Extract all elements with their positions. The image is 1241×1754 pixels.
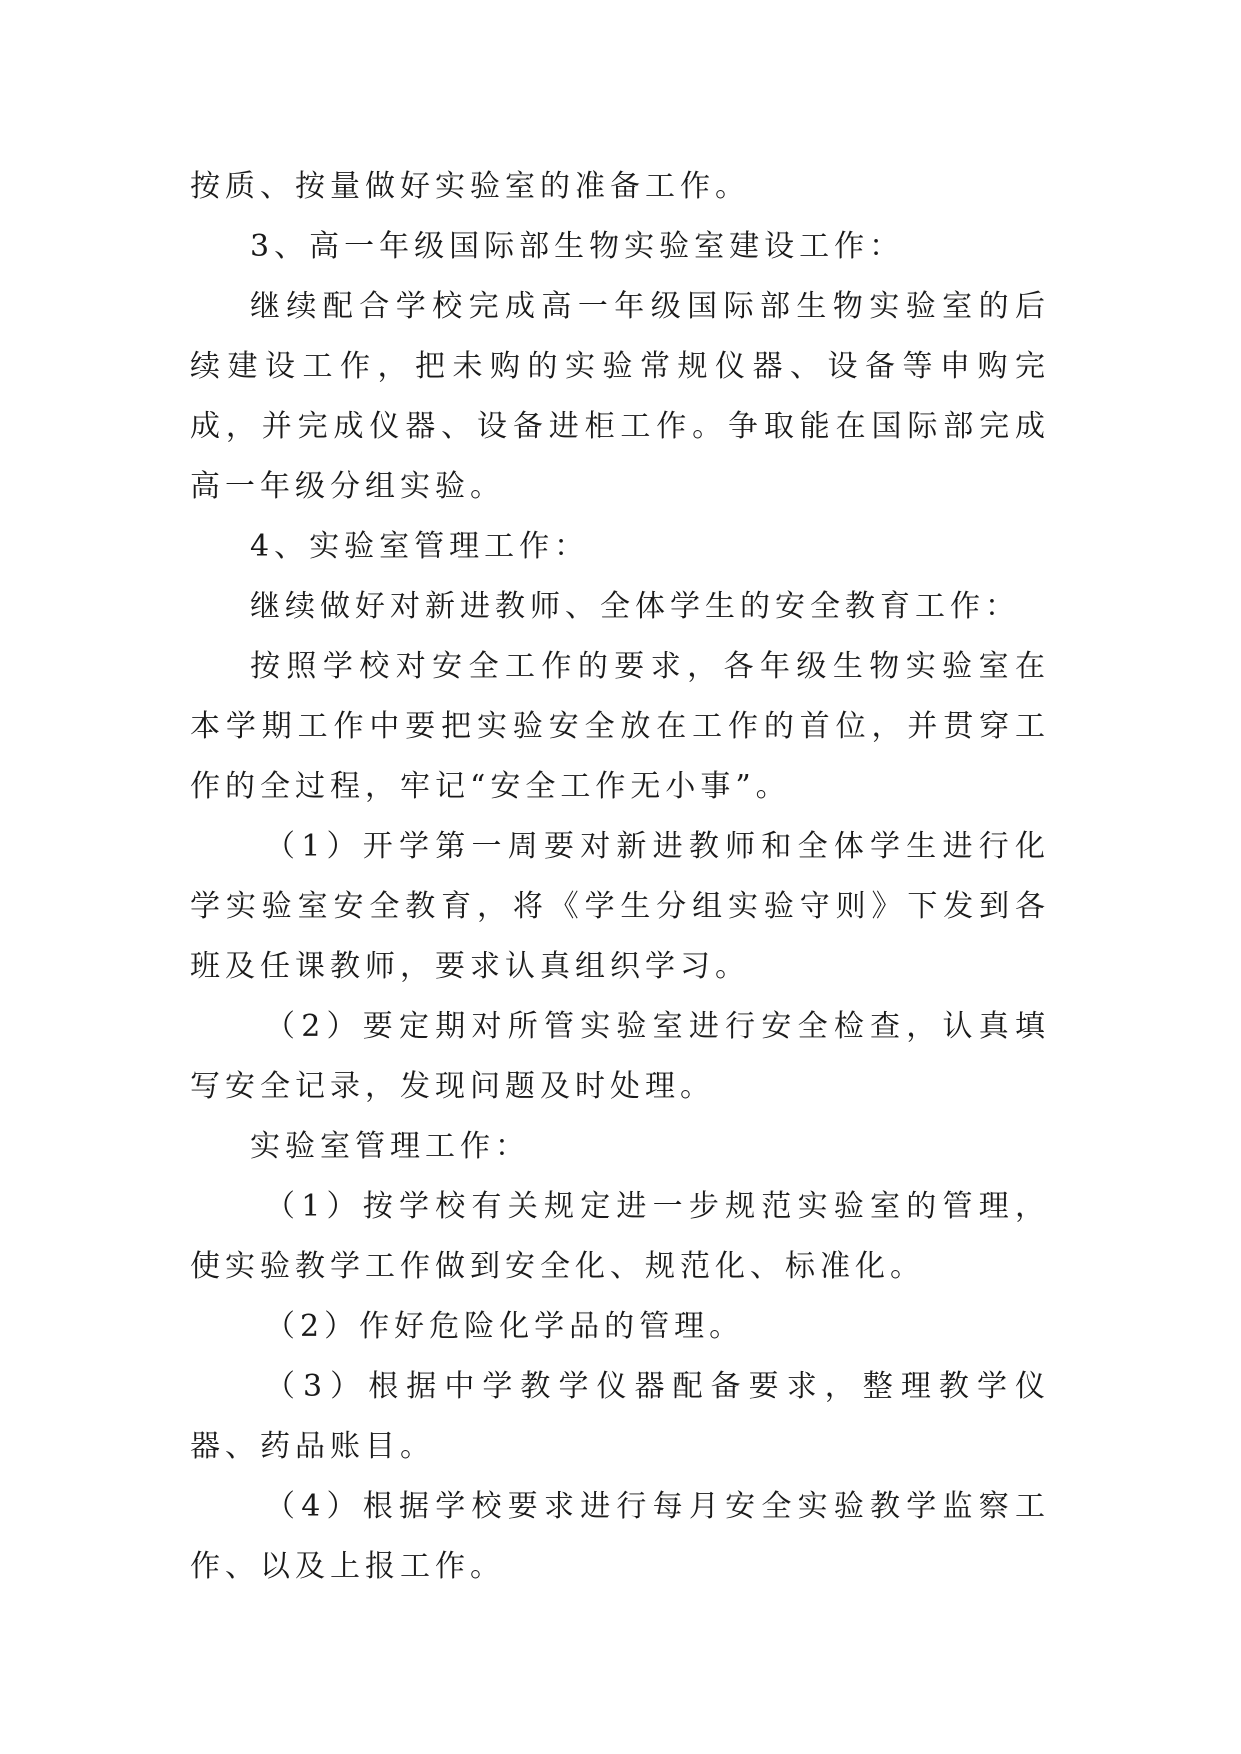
management-item-4: （4）根据学校要求进行每月安全实验教学监察工作、以及上报工作。 [190, 1489, 1050, 1584]
document-body [190, 157, 1050, 1597]
list-item-2: （2）要定期对所管实验室进行安全检查，认真填写安全记录，发现问题及时处理。 [190, 1009, 1050, 1104]
management-item-1: （1）按学校有关规定进一步规范实验室的管理，使实验教学工作做到安全化、规范化、标准化。 [190, 1189, 1050, 1284]
heading-lab-management: 4、实验室管理工作： [250, 529, 590, 564]
paragraph-lab-construction: 继续配合学校完成高一年级国际部生物实验室的后续建设工作，把未购的实验常规仪器、设备等申购完成，并完成仪器、设备进柜工作。争取能在国际部完成高一年级分组实验。 [190, 289, 1050, 504]
paragraph-safety-education: 继续做好对新进教师、全体学生的安全教育工作： [250, 589, 1020, 624]
heading-lab-construction: 3、高一年级国际部生物实验室建设工作： [250, 229, 905, 264]
list-item-1: （1）开学第一周要对新进教师和全体学生进行化学实验室安全教育，将《学生分组实验守则》下发到各班及任课教师，要求认真组织学习。 [190, 829, 1050, 984]
paragraph-prep-work: 按质、按量做好实验室的准备工作。 [190, 169, 750, 204]
management-item-3: （3）根据中学教学仪器配备要求，整理教学仪器、药品账目。 [190, 1369, 1050, 1464]
paragraph-safety-requirements: 按照学校对安全工作的要求，各年级生物实验室在本学期工作中要把实验安全放在工作的首位，并贯穿工作的全过程，牢记“安全工作无小事”。 [190, 649, 1050, 804]
subheading-lab-management: 实验室管理工作： [250, 1129, 530, 1164]
management-item-2: （2）作好危险化学品的管理。 [265, 1309, 745, 1344]
